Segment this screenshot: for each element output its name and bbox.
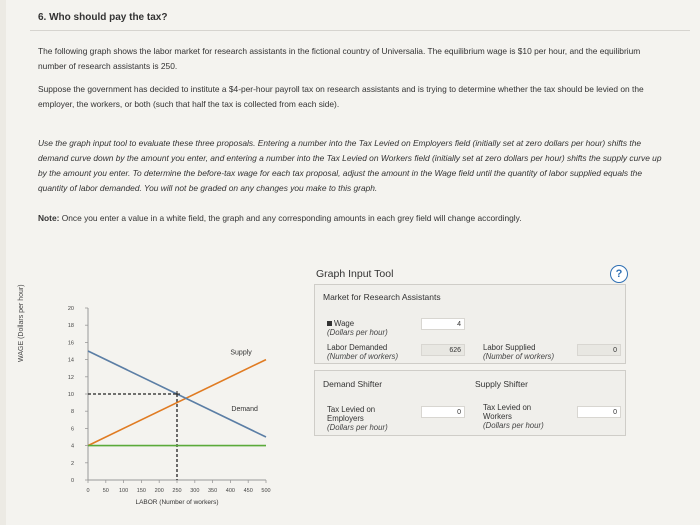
x-axis-label: LABOR (Number of workers) bbox=[135, 499, 219, 506]
y-tick-label: 10 bbox=[67, 392, 74, 398]
tax-workers-l1: Tax Levied on bbox=[483, 403, 532, 412]
x-tick-label: 350 bbox=[208, 488, 218, 494]
y-tick-label: 8 bbox=[70, 409, 74, 416]
y-tick-label: 0 bbox=[70, 478, 74, 484]
help-icon[interactable]: ? bbox=[610, 265, 628, 283]
note-label: Note: bbox=[38, 213, 60, 223]
y-tick-label: 14 bbox=[67, 357, 74, 364]
y-tick-label: 18 bbox=[67, 323, 74, 330]
tax-employers-sub: (Dollars per hour) bbox=[327, 423, 388, 432]
x-tick-label: 100 bbox=[119, 488, 129, 494]
labor-supplied-group bbox=[483, 343, 554, 361]
tax-workers-group bbox=[483, 403, 544, 430]
labor-demanded-label: Labor Demanded bbox=[327, 343, 388, 352]
wage-label: Wage bbox=[334, 319, 355, 328]
tax-workers-input[interactable]: 0 bbox=[577, 406, 621, 418]
wage-label-group bbox=[327, 319, 388, 337]
x-tick-label: 0 bbox=[86, 488, 90, 494]
labor-supplied-label: Labor Supplied bbox=[483, 343, 536, 352]
tax-workers-sub: (Dollars per hour) bbox=[483, 421, 544, 430]
graph-input-tool bbox=[308, 258, 628, 478]
paragraph-intro: The following graph shows the labor market for research assistants in the fictional country of Universalia. The equilibrium wage is $10 per hour, and the equilibrium number of research assistants is 250. bbox=[38, 46, 641, 71]
supply-curve-label: Supply bbox=[230, 349, 252, 357]
x-tick-label: 200 bbox=[154, 488, 164, 494]
y-tick-label: 4 bbox=[70, 443, 74, 450]
tax-employers-l2: Employers bbox=[327, 414, 364, 423]
tool-title: Graph Input Tool bbox=[316, 268, 394, 280]
labor-demanded-group bbox=[327, 343, 398, 361]
note-text: Once you enter a value in a white field, the graph and any corresponding amounts in each grey field will change accordingly. bbox=[59, 213, 522, 223]
x-tick-label: 300 bbox=[190, 488, 200, 494]
tax-workers-l2: Workers bbox=[483, 412, 512, 421]
y-tick-label: 2 bbox=[70, 460, 74, 467]
y-tick-label: 20 bbox=[67, 306, 74, 312]
paragraph-instructions: Use the graph input tool to evaluate these three proposals. Entering a number into the Tax Levied on Employers field (initially set at zero dollars per hour) shifts the demand curve down by the amount you enter, and entering a number into the Tax Levied on Workers field (initially set at zero dollars per hour) shifts the supply curve up by the amount you enter. To determine the before-tax wage for each tax proposal, adjust the amount in the Wage field until the quantity of labor supplied equals the quantity of labor demanded. You will not be graded on any changes you make to this graph. bbox=[38, 138, 662, 193]
y-tick-label: 12 bbox=[67, 374, 74, 381]
labor-market-chart[interactable] bbox=[44, 296, 280, 516]
labor-demanded-value: 626 bbox=[421, 344, 465, 356]
y-tick-label: 6 bbox=[70, 426, 74, 433]
supply-curve bbox=[88, 360, 266, 446]
x-tick-label: 450 bbox=[243, 488, 253, 494]
tax-employers-group bbox=[327, 405, 388, 432]
x-tick-label: 250 bbox=[172, 488, 182, 494]
x-tick-label: 500 bbox=[261, 488, 271, 494]
paragraph-tax-proposal: Suppose the government has decided to institute a $4-per-hour payroll tax on research assistants and is trying to determine whether the tax should be levied on the employer, the workers, or both (such that half the tax is collected from each side). bbox=[38, 84, 644, 109]
x-tick-label: 50 bbox=[102, 488, 109, 494]
tax-employers-l1: Tax Levied on bbox=[327, 405, 376, 414]
market-title: Market for Research Assistants bbox=[323, 292, 441, 302]
wage-marker-icon bbox=[327, 321, 332, 326]
labor-demanded-sub: (Number of workers) bbox=[327, 352, 399, 361]
wage-sub: (Dollars per hour) bbox=[327, 328, 388, 337]
note-line bbox=[38, 211, 668, 226]
shifter-box bbox=[314, 370, 626, 436]
y-tick-label: 16 bbox=[67, 340, 74, 347]
demand-shifter-title: Demand Shifter bbox=[323, 379, 383, 389]
demand-curve-label: Demand bbox=[231, 406, 258, 414]
tax-employers-input[interactable]: 0 bbox=[421, 406, 465, 418]
labor-supplied-sub: (Number of workers) bbox=[483, 352, 555, 361]
y-axis-label: WAGE (Dollars per hour) bbox=[18, 284, 25, 362]
supply-shifter-title: Supply Shifter bbox=[475, 379, 528, 389]
question-title: 6. Who should pay the tax? bbox=[38, 12, 168, 23]
market-box bbox=[314, 284, 626, 364]
wage-input[interactable]: 4 bbox=[421, 318, 465, 330]
labor-supplied-value: 0 bbox=[577, 344, 621, 356]
x-tick-label: 400 bbox=[225, 488, 235, 494]
x-tick-label: 150 bbox=[136, 488, 146, 494]
divider bbox=[30, 30, 690, 31]
